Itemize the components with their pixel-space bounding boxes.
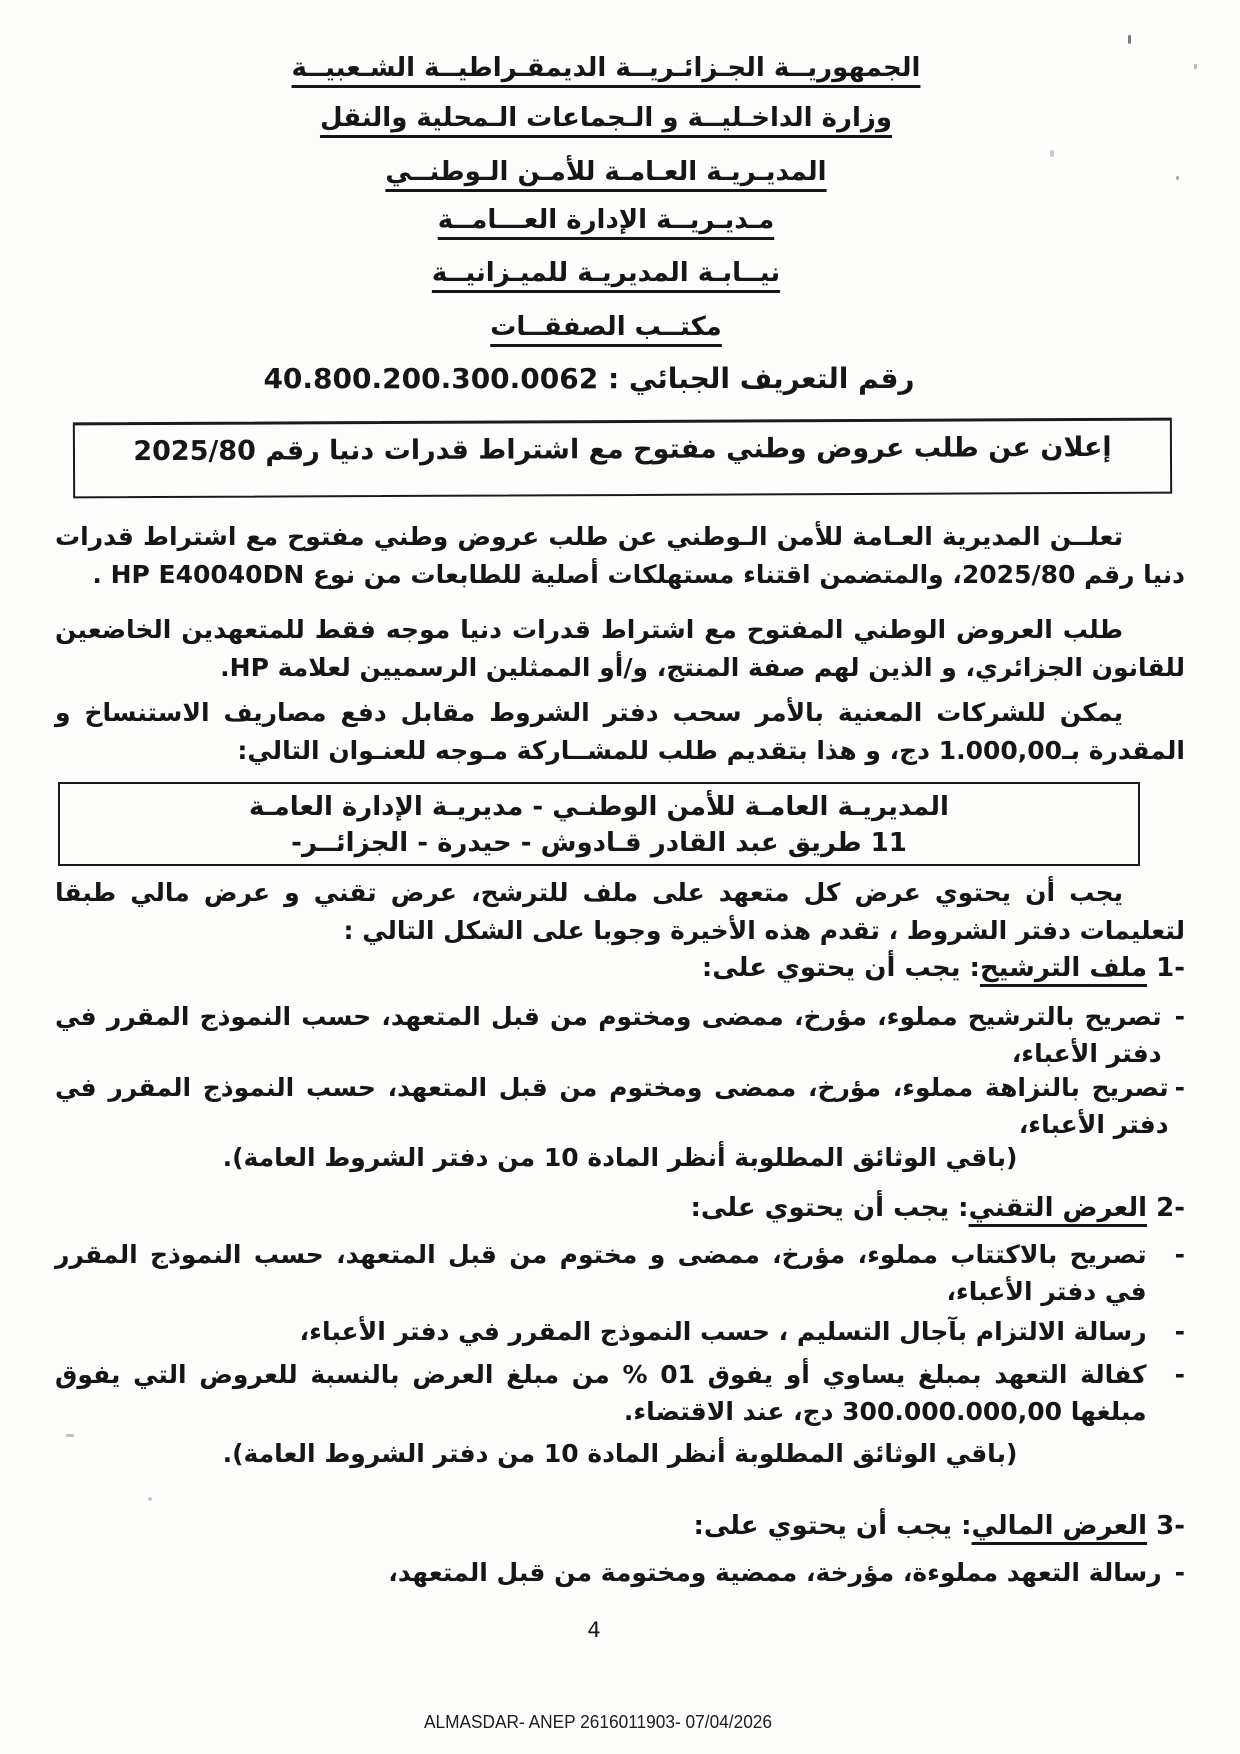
section-1-note: (باقي الوثائق المطلوبة أنظر المادة 10 من دفتر الشروط العامة). bbox=[222, 1143, 1018, 1172]
footer-credit: ALMASDAR- ANEP 2616011903- 07/04/2026 bbox=[423, 1712, 773, 1732]
section-2-heading bbox=[55, 1191, 1185, 1225]
section-2-bullet-2: - رسالة الالتزام بآجال التسليم ، حسب النموذج المقرر في دفتر الأعباء، bbox=[55, 1313, 1185, 1350]
scan-artifact bbox=[1176, 176, 1179, 180]
bullet-dash: - bbox=[1174, 1240, 1185, 1269]
bullet-dash: - bbox=[1174, 1558, 1185, 1587]
section-2-note: (باقي الوثائق المطلوبة أنظر المادة 10 من دفتر الشروط العامة). bbox=[222, 1439, 1018, 1468]
header-line-budget-deputy: نيــابـة المديريـة للميـزانيــة bbox=[431, 258, 781, 288]
bullet-dash: - bbox=[1174, 1002, 1185, 1031]
announcement-title: إعلان عن طلب عروض وطني مفتوح مع اشتراط قدرات دنيا رقم 2025/80 bbox=[133, 431, 1112, 468]
scan-artifact bbox=[66, 1434, 74, 1437]
address-line-1: المديريـة العامـة للأمن الوطنـي - مديريـة الإدارة العامـة bbox=[249, 792, 949, 822]
section-1-bullet-1: - تصريح بالترشيح مملوء، مؤرخ، ممضى ومختوم من قبل المتعهد، حسب النموذج المقرر في دفتر الأعباء، bbox=[55, 998, 1185, 1072]
section-1-title: ملف الترشيح bbox=[979, 953, 1148, 983]
header-line-republic: الجمهوريــة الجـزائـريــة الديمقـراطيــة الشـعبيــة bbox=[291, 53, 921, 83]
page-number: 4 bbox=[587, 1618, 601, 1642]
section-2-bullet-3: - كفالة التعهد بمبلغ يساوي أو يفوق 01 % من مبلغ العرض بالنسبة للعروض التي يفوق مبلغها 300.000.000,00 دج، عند الاقتضاء. bbox=[55, 1356, 1185, 1430]
section-2-title-suffix: : يجب أن يحتوي على: bbox=[690, 1193, 969, 1223]
section-1-number: 1- bbox=[1156, 953, 1185, 983]
header-line-directorate: المديـريـة العـامـة للأمـن الـوطنــي bbox=[385, 157, 827, 187]
tax-id-line: رقم التعريف الجبائي : 40.800.200.300.0062 bbox=[263, 362, 915, 395]
scan-artifact bbox=[1194, 64, 1197, 69]
section-1-title-suffix: : يجب أن يحتوي على: bbox=[701, 953, 980, 983]
eligibility-paragraph: طلب العروض الوطني المفتوح مع اشتراط قدرات دنيا موجه فقط للمتعهدين الخاضعين للقانون الجزائري، و الذين لهم صفة المنتج، و/أو الممثلين الرسميين لعلامة HP. bbox=[55, 615, 1185, 682]
scan-artifact bbox=[1128, 35, 1131, 44]
section-1-bullet-2: - تصريح بالنزاهة مملوء، مؤرخ، ممضى ومختوم من قبل المتعهد، حسب النموذج المقرر في دفتر الأعباء، bbox=[55, 1069, 1185, 1143]
bullet-dash: - bbox=[1174, 1317, 1185, 1346]
announcement-title-box bbox=[73, 418, 1172, 499]
address-line-2: 11 طريق عبد القادر قـادوش - حيدرة - الجزائــر- bbox=[291, 828, 907, 858]
address-box bbox=[58, 782, 1140, 866]
section-3-number: 3- bbox=[1156, 1511, 1185, 1541]
bullet-dash: - bbox=[1174, 1360, 1185, 1389]
header-line-contracts-office: مكتــب الصفقــات bbox=[490, 312, 722, 342]
section-3-title: العرض المالي bbox=[971, 1511, 1148, 1541]
section-1-heading bbox=[55, 951, 1185, 985]
header-line-ministry: وزارة الداخـليــة و الـجماعات الـمحلية والنقل bbox=[319, 103, 892, 133]
scan-artifact bbox=[1050, 150, 1054, 157]
section-3-title-suffix: : يجب أن يحتوي على: bbox=[693, 1511, 972, 1541]
intro-paragraph: تعلــن المديرية العـامة للأمن الـوطني عن طلب عروض وطني مفتوح مع اشتراط قدرات دنيا رقم 2025/80، والمتضمن اقتناء مستهلكات أصلية للطابعات من نوع HP E40040DN . bbox=[55, 522, 1185, 589]
section-3-heading bbox=[55, 1509, 1185, 1543]
section-2-bullet-1: - تصريح بالاكتتاب مملوء، مؤرخ، ممضى و مختوم من قبل المتعهد، حسب النموذج المقرر في دفتر الأعباء، bbox=[55, 1236, 1185, 1310]
section-3-bullet-1: - رسالة التعهد مملوءة، مؤرخة، ممضية ومختومة من قبل المتعهد، bbox=[55, 1554, 1185, 1591]
bullet-dash: - bbox=[1174, 1073, 1185, 1102]
submission-paragraph: يجب أن يحتوي عرض كل متعهد على ملف للترشح، عرض تقني و عرض مالي طبقا لتعليمات دفتر الشروط ، تقدم هذه الأخيرة وجوبا على الشكل التالي : bbox=[55, 878, 1185, 945]
withdrawal-paragraph: يمكن للشركات المعنية بالأمر سحب دفتر الشروط مقابل دفع مصاريف الاستنساخ و المقدرة بـ1.000,00 دج، و هذا بتقديم طلب للمشــاركة مـوجه للعنـوان التالي: bbox=[55, 698, 1185, 765]
scan-artifact bbox=[148, 1497, 152, 1501]
section-2-number: 2- bbox=[1156, 1193, 1185, 1223]
section-2-title: العرض التقني bbox=[968, 1193, 1148, 1223]
header-line-administration: مـديـريــة الإدارة العـــامــة bbox=[437, 205, 775, 235]
